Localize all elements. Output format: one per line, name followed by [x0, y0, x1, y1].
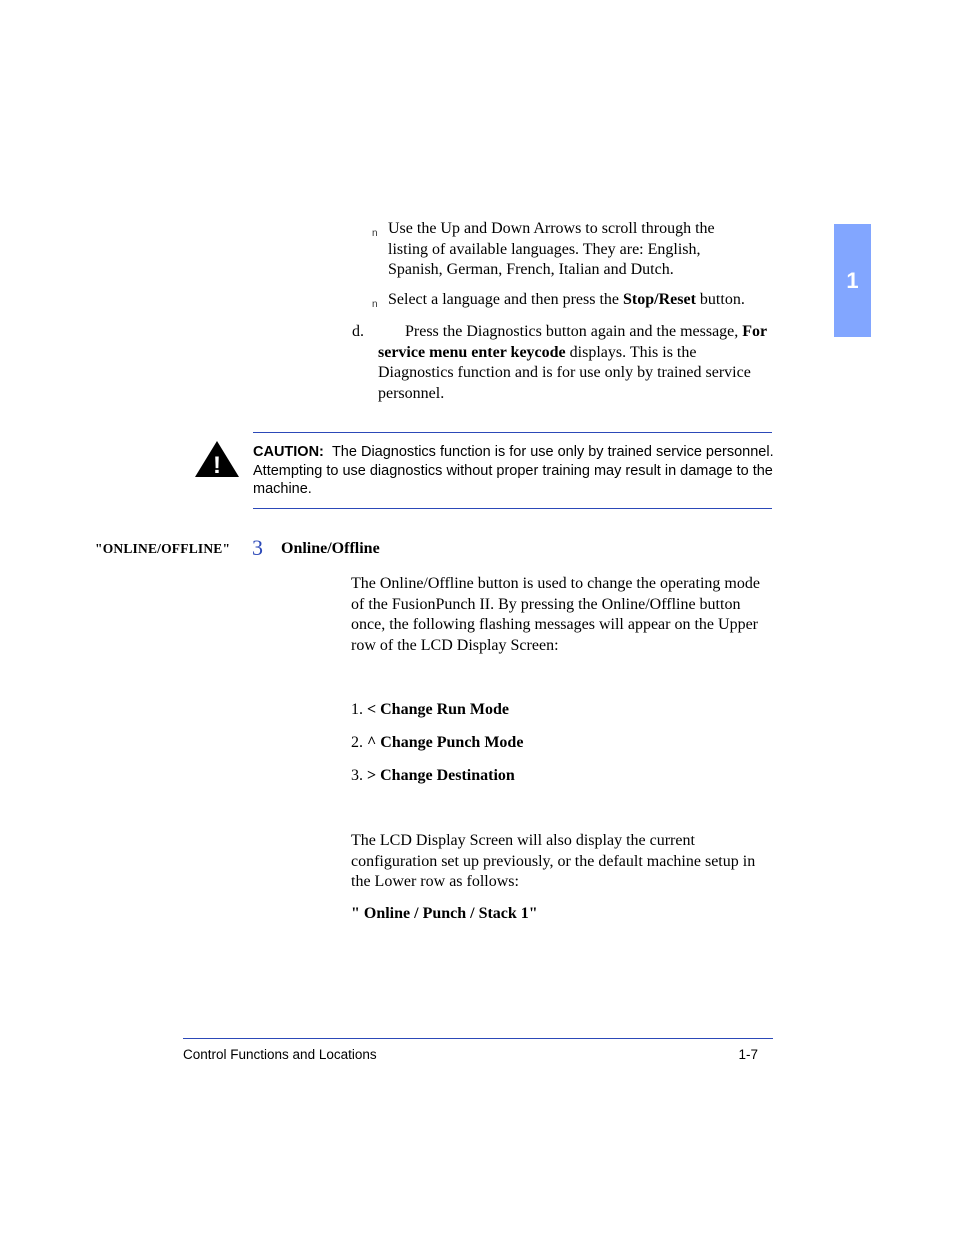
message-item	[351, 733, 523, 754]
caution-message	[253, 443, 775, 499]
chapter-tab-number: 1	[846, 267, 859, 293]
bullet-item	[388, 290, 788, 311]
step-text: displays. This is the Diagnostics function and is for use only by trained service personnel.	[378, 343, 751, 402]
bullet-text: button.	[695, 291, 745, 308]
default-setup-text: " Online / Punch / Stack 1"	[351, 905, 538, 922]
footer-chapter-title: Control Functions and Locations	[183, 1047, 377, 1062]
bullet-marker: n	[372, 228, 378, 239]
warning-triangle-icon	[194, 440, 240, 478]
caution-label: CAUTION:	[253, 444, 324, 460]
bullet-marker: n	[372, 299, 378, 310]
caution-bottom-rule	[253, 508, 772, 509]
bullet-item	[388, 219, 758, 281]
message-number: 2.	[351, 734, 363, 751]
step-marker: d.	[352, 323, 364, 340]
message-number: 3.	[351, 767, 363, 784]
warning-exclamation: !	[213, 452, 221, 478]
bullet-text: Select a language and then press the	[388, 291, 624, 308]
footer-rule	[183, 1038, 773, 1039]
margin-heading: "ONLINE/OFFLINE"	[95, 541, 231, 556]
message-number: 1.	[351, 701, 363, 718]
caution-top-rule	[253, 432, 772, 433]
step-bold-text: For service menu enter keycode	[378, 323, 767, 361]
message-item	[351, 766, 515, 787]
message-text: < Change Run Mode	[367, 701, 510, 718]
section-number: 3	[252, 535, 263, 560]
message-text: ^ Change Punch Mode	[367, 734, 524, 751]
chapter-tab	[834, 224, 871, 337]
section-follow-up: The LCD Display Screen will also display the current configuration set up previously, or the default machine setup in the Lower row as follows:	[351, 832, 756, 890]
caution-text: The Diagnostics function is for use only by trained service personnel. Attempting to use diagnostics without proper training may result in damage to the machine.	[253, 444, 774, 497]
bullet-bold-text: Stop/Reset	[623, 291, 696, 308]
footer-page-number: 1-7	[738, 1047, 758, 1062]
step-d-text	[352, 322, 772, 404]
message-text: > Change Destination	[367, 767, 515, 784]
bullet-text: Use the Up and Down Arrows to scroll through the listing of available languages. They are: English, Spanish, German, French, Italian and Dutch.	[388, 220, 715, 278]
message-item	[351, 700, 509, 721]
step-text: Press the Diagnostics button again and the message,	[405, 323, 743, 340]
section-title: Online/Offline	[281, 540, 380, 557]
section-intro: The Online/Offline button is used to change the operating mode of the FusionPunch II. By pressing the Online/Offline button once, the following flashing messages will appear on the Upper row of the LCD Display Screen:	[351, 575, 760, 654]
